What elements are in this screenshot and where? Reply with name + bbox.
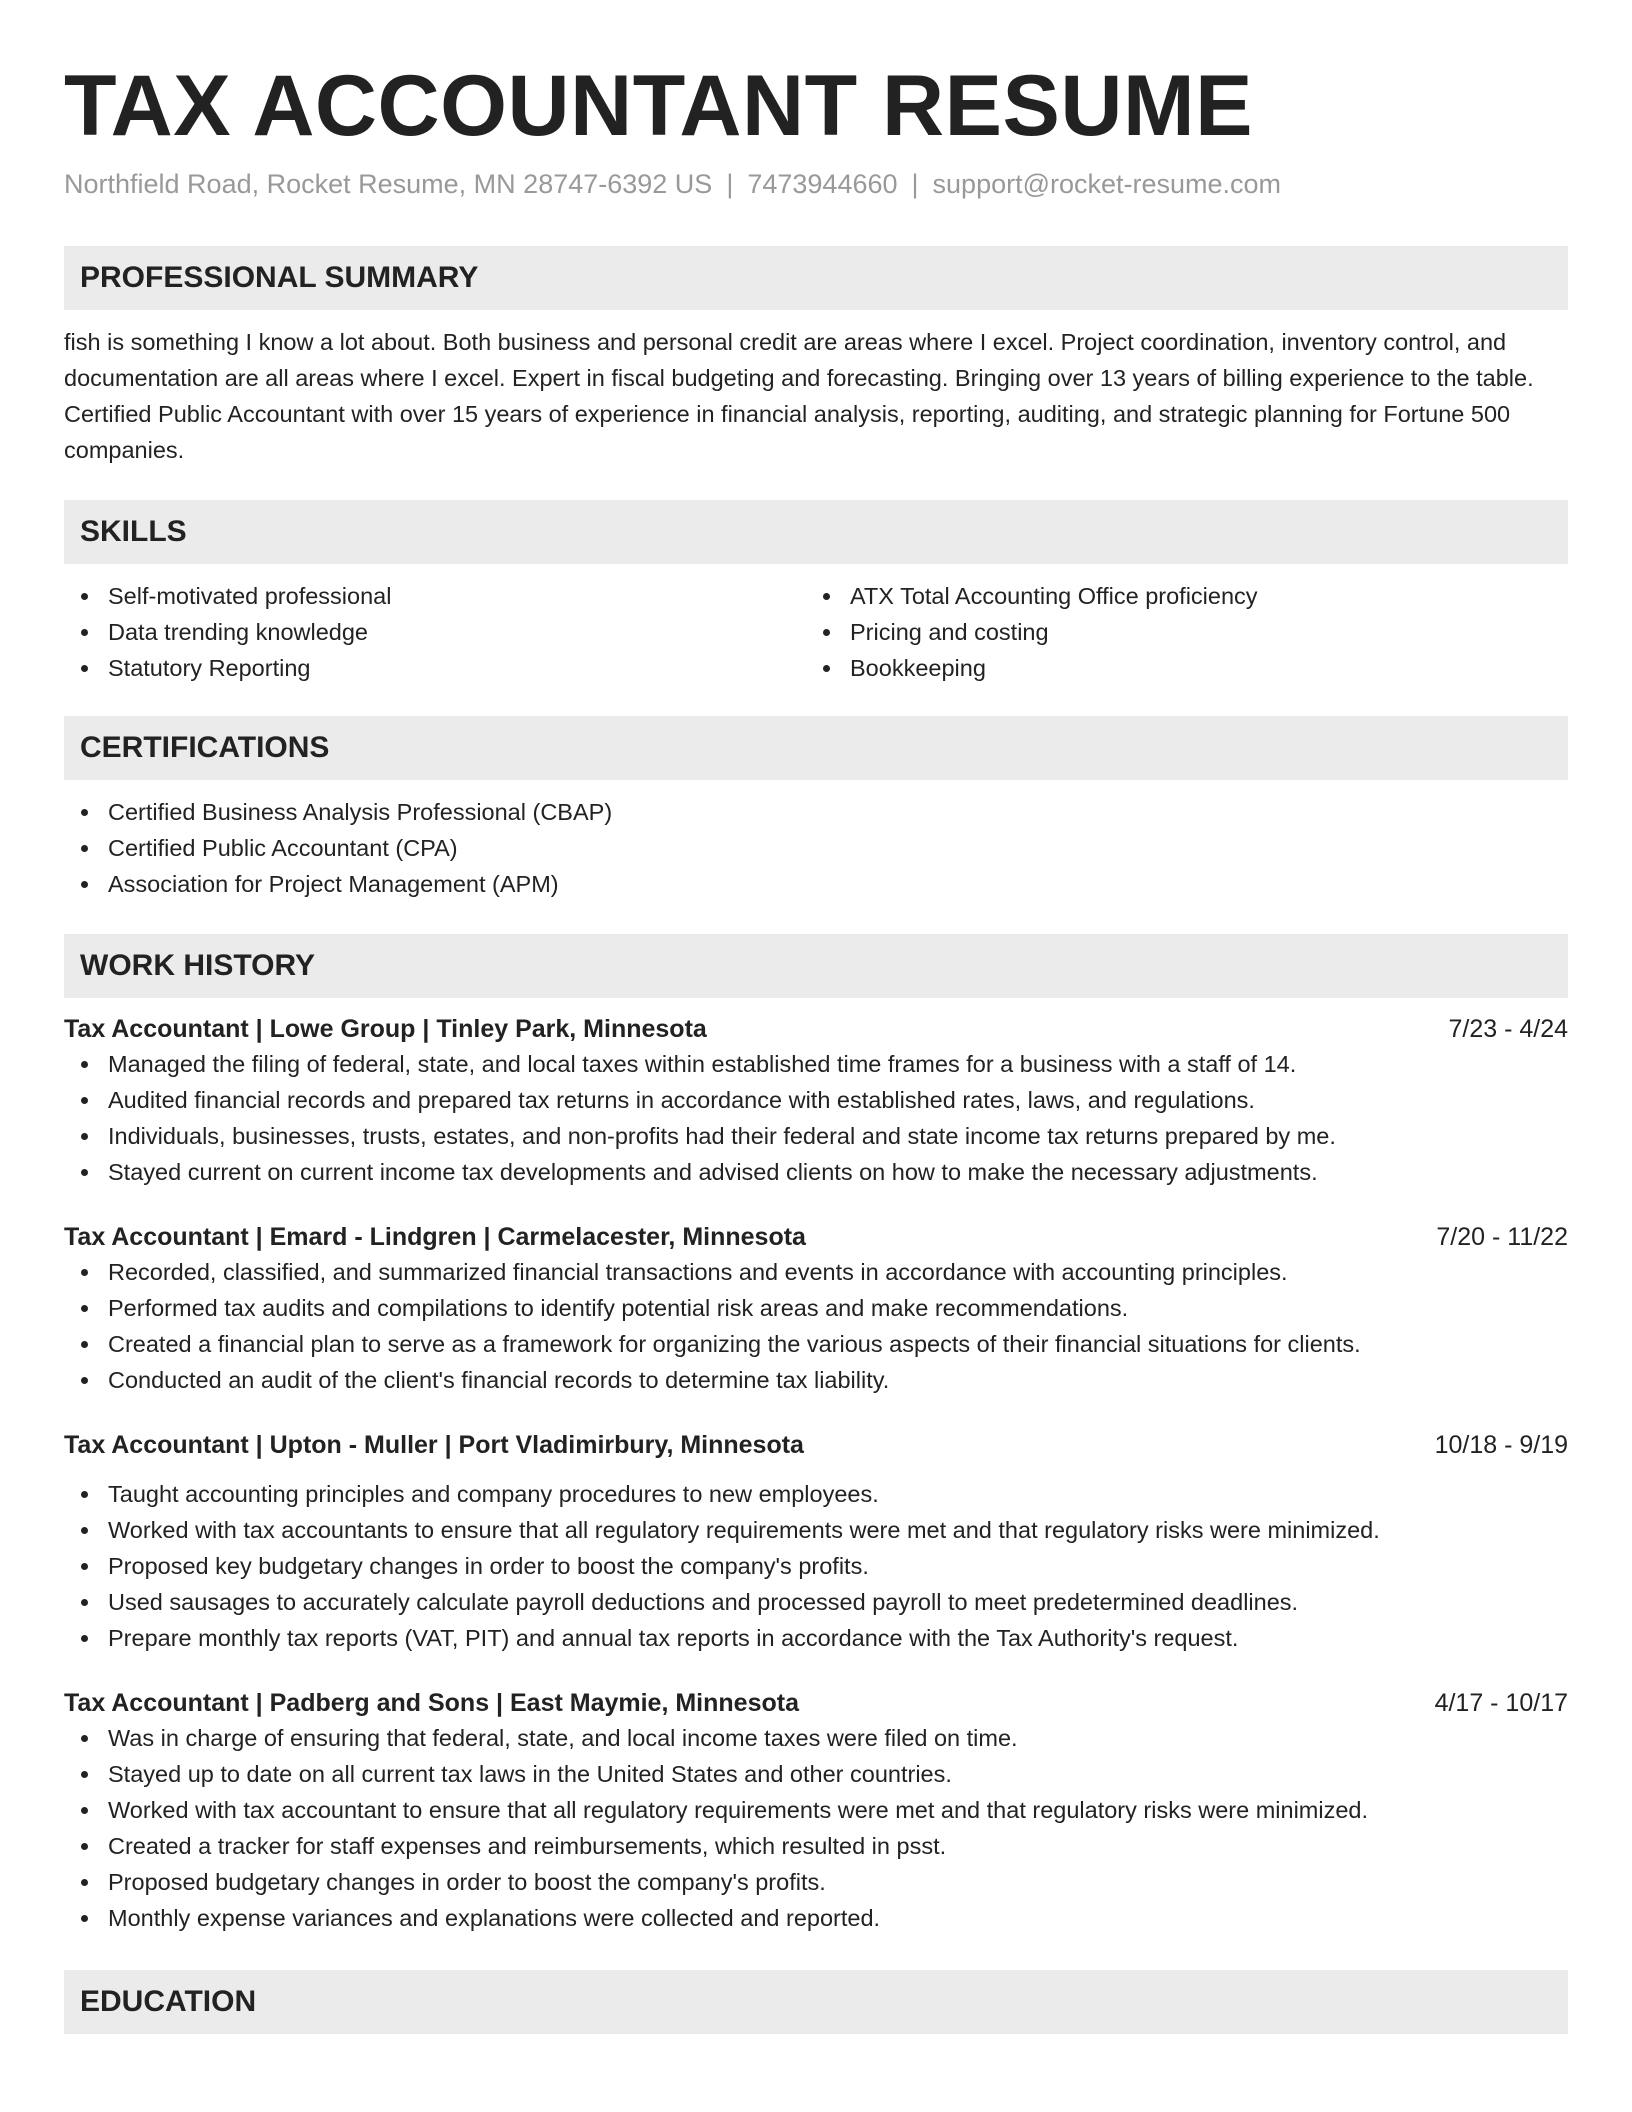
job-header [64,1012,1568,1046]
job-bullet: Created a financial plan to serve as a framework for organizing the various aspects of their financial situations for clients. [64,1326,1568,1362]
skills-column-left [64,578,806,686]
contact-separator: | [726,169,734,199]
job-bullet: Used sausages to accurately calculate payroll deductions and processed payroll to meet predetermined deadlines. [64,1584,1568,1620]
job-bullet: Worked with tax accountants to ensure that all regulatory requirements were met and that regulatory risks were minimized. [64,1512,1568,1548]
job-dates: 7/23 - 4/24 [1448,1015,1568,1043]
job-bullet: Created a tracker for staff expenses and reimbursements, which resulted in psst. [64,1828,1568,1864]
job-bullet: Monthly expense variances and explanations were collected and reported. [64,1900,1568,1936]
summary-text: fish is something I know a lot about. Both business and personal credit are areas where I excel. Project coordination, inventory control, and documentation are all areas where I excel. Expert in fiscal budgeting and forecasting. Bringing over 13 years of billing experience to the table. Certified Public Accountant with over 15 years of experience in financial analysis, reporting, auditing, and strategic planning for Fortune 500 companies. [64,329,1534,463]
job-title: Tax Accountant | Upton - Muller | Port Vladimirbury, Minnesota [64,1431,804,1459]
job-dates: 10/18 - 9/19 [1434,1431,1568,1459]
job-bullet: Audited financial records and prepared tax returns in accordance with established rates, laws, and regulations. [64,1082,1568,1118]
job-dates: 4/17 - 10/17 [1434,1689,1568,1717]
job-bullets [64,1476,1568,1656]
job-header [64,1428,1568,1462]
job-bullet: Worked with tax accountant to ensure that all regulatory requirements were met and that regulatory risks were minimized. [64,1792,1568,1828]
job-bullet: Stayed current on current income tax developments and advised clients on how to make the necessary adjustments. [64,1154,1568,1190]
contact-line [64,166,1568,202]
section-heading-skills: SKILLS [64,500,1568,564]
job-bullet: Individuals, businesses, trusts, estates, and non-profits had their federal and state income tax returns prepared by me. [64,1118,1568,1154]
job-bullet: Managed the filing of federal, state, and local taxes within established time frames for a business with a staff of 14. [64,1046,1568,1082]
skill-item: ATX Total Accounting Office proficiency [806,578,1548,614]
resume-page [64,56,1568,2034]
job-title: Tax Accountant | Padberg and Sons | East Maymie, Minnesota [64,1689,799,1717]
job-header [64,1220,1568,1254]
section-heading-summary: PROFESSIONAL SUMMARY [64,246,1568,310]
contact-separator: | [911,169,919,199]
contact-email: support@rocket-resume.com [932,169,1282,199]
skill-item: Bookkeeping [806,650,1548,686]
job-bullet: Taught accounting principles and company procedures to new employees. [64,1476,1568,1512]
skills-list [64,578,1568,686]
skills-column-right [806,578,1548,686]
job-bullet: Proposed key budgetary changes in order to boost the company's profits. [64,1548,1568,1584]
job-bullet: Conducted an audit of the client's financial records to determine tax liability. [64,1362,1568,1398]
skill-item: Self-motivated professional [64,578,806,614]
job-title: Tax Accountant | Emard - Lindgren | Carmelacester, Minnesota [64,1223,806,1251]
job-bullets [64,1720,1568,1936]
skill-item: Statutory Reporting [64,650,806,686]
job-dates: 7/20 - 11/22 [1436,1223,1568,1251]
job-title: Tax Accountant | Lowe Group | Tinley Park, Minnesota [64,1015,707,1043]
job-header [64,1686,1568,1720]
certification-item: Certified Business Analysis Professional (CBAP) [64,794,1568,830]
job-entry [64,1220,1568,1398]
section-heading-work-history: WORK HISTORY [64,934,1568,998]
contact-address: Northfield Road, Rocket Resume, MN 28747-6392 US [64,169,713,199]
section-heading-education: EDUCATION [64,1970,1568,2034]
skill-item: Pricing and costing [806,614,1548,650]
job-bullet: Stayed up to date on all current tax laws in the United States and other countries. [64,1756,1568,1792]
job-bullet: Performed tax audits and compilations to identify potential risk areas and make recommendations. [64,1290,1568,1326]
job-bullet: Prepare monthly tax reports (VAT, PIT) and annual tax reports in accordance with the Tax Authority's request. [64,1620,1568,1656]
job-entry [64,1428,1568,1656]
job-bullets [64,1254,1568,1398]
job-entry [64,1686,1568,1936]
skill-item: Data trending knowledge [64,614,806,650]
resume-title: TAX ACCOUNTANT RESUME [64,58,1253,154]
certifications-list [64,794,1568,902]
job-entry [64,1012,1568,1190]
contact-phone: 7473944660 [747,169,898,199]
certification-item: Association for Project Management (APM) [64,866,1568,902]
job-bullet: Recorded, classified, and summarized financial transactions and events in accordance with accounting principles. [64,1254,1568,1290]
certification-item: Certified Public Accountant (CPA) [64,830,1568,866]
section-heading-certifications: CERTIFICATIONS [64,716,1568,780]
job-bullets [64,1046,1568,1190]
job-bullet: Proposed budgetary changes in order to boost the company's profits. [64,1864,1568,1900]
job-bullet: Was in charge of ensuring that federal, state, and local income taxes were filed on time. [64,1720,1568,1756]
